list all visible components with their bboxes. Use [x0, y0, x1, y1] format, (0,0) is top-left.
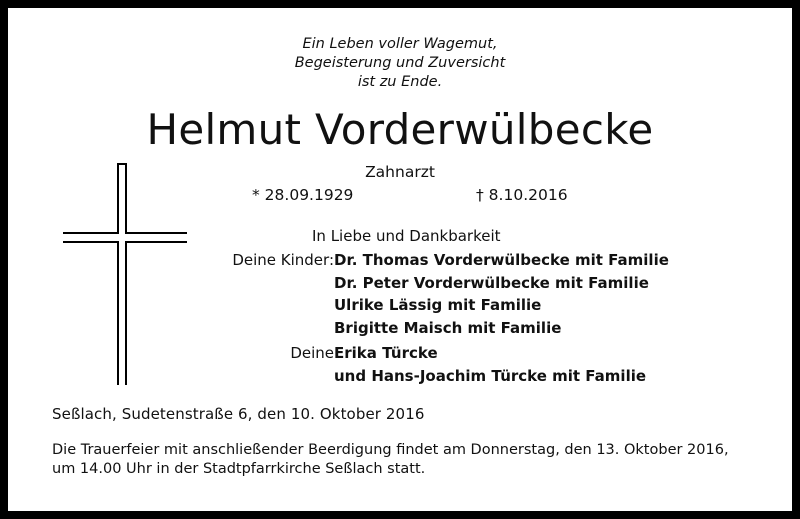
children-list: [334, 249, 669, 339]
mourner-name: Dr. Peter Vorderwülbecke mit Familie: [334, 273, 649, 292]
mourner-name: und Hans-Joachim Türcke mit Familie: [334, 366, 647, 385]
poem-line: ist zu Ende.: [357, 74, 443, 90]
poem-line: Begeisterung und Zuversicht: [294, 55, 506, 71]
siblings-list: [334, 342, 646, 387]
poem-line: Ein Leben voller Wagemut,: [302, 36, 498, 52]
mourner-name: Dr. Thomas Vorderwülbecke mit Familie: [334, 251, 669, 269]
funeral-service-info: [52, 441, 729, 479]
children-label: Deine Kinder:: [232, 251, 334, 269]
service-line: Die Trauerfeier mit anschließender Beerdigung findet am Donnerstag, den 13. Oktober 2016,: [52, 442, 729, 458]
service-line: um 14.00 Uhr in der Stadtpfarrkirche Seßlach statt.: [52, 461, 426, 477]
cross-icon: [62, 162, 188, 386]
poem: [8, 35, 792, 92]
mourner-name: Brigitte Maisch mit Familie: [334, 318, 562, 337]
deceased-profession: Zahnarzt: [365, 163, 435, 181]
mourner-name: Erika Türcke: [334, 344, 438, 362]
mourner-name: Ulrike Lässig mit Familie: [334, 296, 542, 314]
birth-date: * 28.09.1929: [252, 186, 354, 204]
deceased-name: Helmut Vorderwülbecke: [146, 105, 654, 154]
siblings-label: Deine: [290, 344, 334, 362]
death-date: † 8.10.2016: [476, 186, 568, 204]
place-and-date: Seßlach, Sudetenstraße 6, den 10. Oktober 2016: [52, 405, 425, 423]
dedication-line: In Liebe und Dankbarkeit: [312, 227, 501, 245]
